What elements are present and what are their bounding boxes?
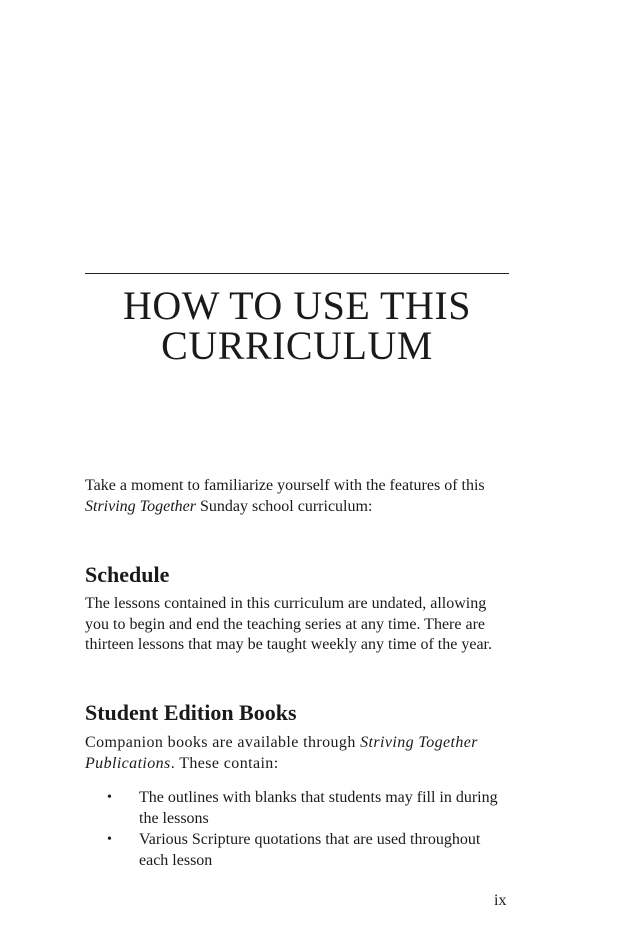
intro-text-after: Sunday school curriculum: bbox=[195, 497, 373, 515]
title-rule bbox=[85, 273, 509, 274]
bullet-icon: • bbox=[107, 790, 112, 805]
bullet-text: Various Scripture quotations that are used throughout each lesson bbox=[139, 831, 481, 869]
list-item bbox=[85, 788, 509, 829]
student-books-heading: Student Edition Books bbox=[85, 700, 297, 725]
chapter-title-line-2: CURRICULUM bbox=[161, 323, 433, 368]
bullet-icon: • bbox=[107, 832, 112, 847]
student-books-italic: Striving Together Publications bbox=[85, 734, 478, 772]
intro-text-before: Take a moment to familiarize yourself with the features of this bbox=[85, 477, 485, 494]
schedule-heading: Schedule bbox=[85, 562, 170, 587]
chapter-title-line-1: HOW TO USE THIS bbox=[123, 283, 471, 328]
student-books-bullet-list bbox=[85, 788, 509, 872]
chapter-title bbox=[85, 283, 509, 368]
bullet-text: The outlines with blanks that students may fill in during the lessons bbox=[139, 789, 498, 827]
schedule-paragraph: The lessons contained in this curriculum are undated, allowing you to begin and end the teaching series at any time. There are thirteen lessons that may be taught weekly any time of the year. bbox=[85, 595, 492, 653]
student-books-paragraph bbox=[85, 733, 509, 774]
student-books-text-before: Companion books are available through bbox=[85, 734, 361, 751]
intro-italic: Striving Together bbox=[85, 497, 196, 515]
list-item bbox=[85, 830, 509, 871]
intro-paragraph bbox=[85, 476, 509, 517]
student-books-text-after: . These contain: bbox=[170, 754, 279, 772]
page-number: ix bbox=[494, 892, 507, 909]
